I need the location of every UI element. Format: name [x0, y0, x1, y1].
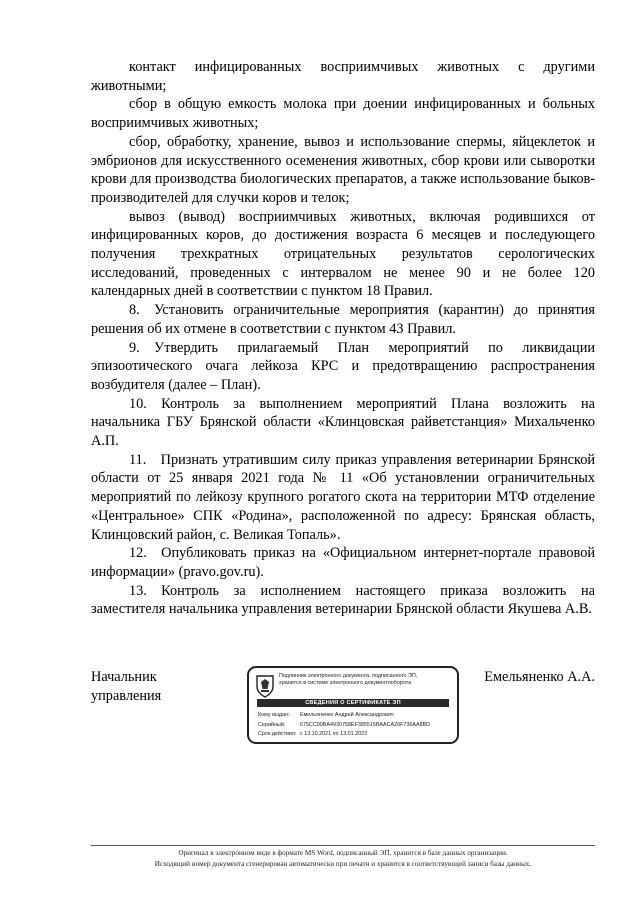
paragraph-item-11: 11. Признать утратившим силу приказ управления ветеринарии Брянской области от 25 января 2021 года № 11 «Об установлении ограничительных мероприятий по лейкозу крупного рогатого скота на территории МТФ отделение «Центральное» СПК «Родина», расположенной по адресу: Брянская область, Клинцовский район, с. Великая Топаль».: [91, 451, 595, 543]
paragraph: сбор, обработку, хранение, вывоз и использование спермы, яйцеклеток и эмбрионов для искусственного осеменения животных, сбор крови или сыворотки крови для производства биологических препаратов, а также использование быков-производителей для случки коров и телок;: [91, 133, 595, 206]
footer-line: Исходящий номер документа сгенерирован автоматически при печати и хранится в соответствующей записи базы данных.: [154, 859, 532, 868]
page-footer: [60, 848, 626, 869]
field-value: 675CC90BA4930758EF385515BAACA20F736AA8BD: [300, 721, 431, 728]
paragraph-item-9: 9. Утвердить прилагаемый План мероприятий по ликвидации эпизоотического очага лейкоза КРС и предотвращению распространения возбудителя (далее – План).: [91, 339, 595, 393]
certificate-details: [258, 711, 454, 740]
signatory-name: Емельяненко А.А.: [484, 669, 595, 685]
footer-divider: [91, 845, 595, 846]
issued-to-row: [258, 711, 454, 721]
field-value: Емельяненко Андрей Александрович: [300, 712, 394, 718]
field-value: с 13.10.2021 по 13.01.2023: [300, 731, 368, 737]
paragraph-item-13: 13. Контроль за исполнением настоящего приказа возложить на заместителя начальника управления ветеринарии Брянской области Якушева А.В.: [91, 582, 595, 618]
position-line: управления: [91, 687, 162, 704]
stamp-header: Подлинник электронного документа, подписанного ЭП, хранится в системе электронного документооборота: [279, 673, 418, 686]
stamp-title: СВЕДЕНИЯ О СЕРТИФИКАТЕ ЭП: [257, 699, 449, 707]
paragraph: вывоз (вывод) восприимчивых животных, включая родившихся от инфицированных коров, до достижения возраста 6 месяцев и последующего получения трехкратных отрицательных результатов серологических исследований, проведенных с интервалом не менее 90 и не более 120 календарных дней в соответствии с пунктом 18 Правил.: [91, 208, 595, 300]
field-label: Кому выдан:: [258, 712, 290, 718]
position-line: Начальник: [91, 669, 157, 685]
serial-row: [258, 721, 454, 731]
paragraph: контакт инфицированных восприимчивых животных с другими животными;: [91, 59, 595, 94]
paragraph-item-12: 12. Опубликовать приказ на «Официальном интернет-портале правовой информации» (pravo.gov.ru).: [91, 545, 595, 580]
signatory-position: [91, 668, 161, 705]
document-body: [91, 58, 595, 619]
field-label: Серийный:: [258, 721, 286, 728]
paragraph-item-10: 10. Контроль за выполнением мероприятий Плана возложить на начальника ГБУ Брянской области «Клинцовская райветстанция» Михальченко А.П.: [91, 395, 595, 450]
validity-row: [258, 730, 454, 740]
paragraph: сбор в общую емкость молока при доении инфицированных и больных восприимчивых животных;: [91, 96, 595, 132]
coat-of-arms-icon: [255, 674, 275, 698]
footer-line: Оригинал в электронном виде в формате MS Word, подписанный ЭП, хранится в базе данных организации.: [178, 849, 508, 857]
paragraph-item-8: 8. Установить ограничительные мероприятия (карантин) до принятия решения об их отмене в соответствии с пунктом 43 Правил.: [91, 302, 595, 337]
field-label: Срок действия:: [258, 731, 297, 737]
e-signature-stamp: [247, 666, 459, 744]
